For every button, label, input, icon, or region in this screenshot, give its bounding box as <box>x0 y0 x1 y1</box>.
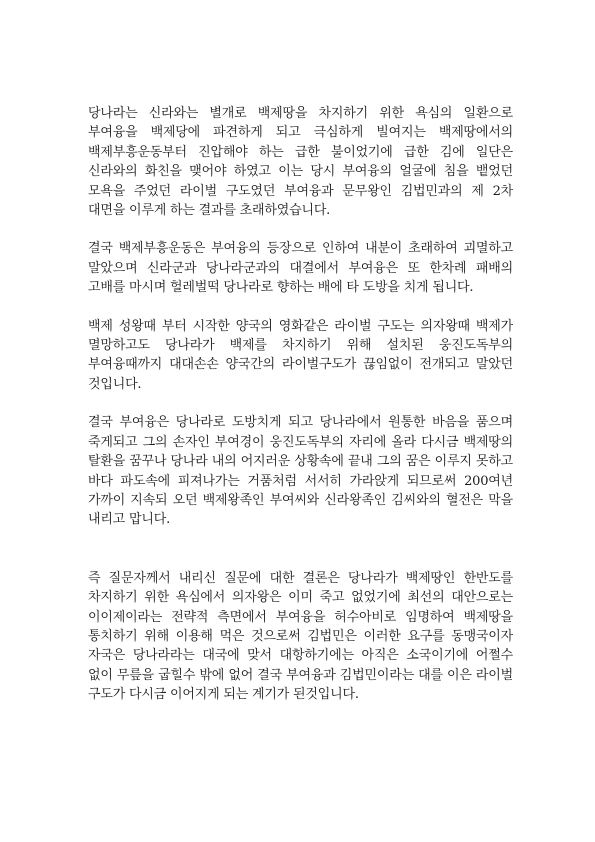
paragraph: 결국 백제부흥운동은 부여융의 등장으로 인하여 내분이 초래하여 괴멸하고 말았으며 신라군과 당나라군과의 대결에서 부여융은 또 한차례 패배의 고배를 마시며 헐레벌떡 당나라로 향하는 배에 타 도방을 치게 됩니다. <box>88 241 513 296</box>
document-body <box>88 104 513 705</box>
paragraph: 즉 질문자께서 내리신 질문에 대한 결론은 당나라가 백제땅인 한반도를 차지하기 위한 욕심에서 의자왕은 이미 죽고 없었기에 최선의 대안으로는 이이제이라는 전략적 측면에서 부여융을 허수아비로 임명하여 백제땅을 통치하기 위해 이용해 먹은 것으로써 김법민은 이러한 요구를 동맹국이자 자국은 당나라라는 대국에 맞서 대항하기에는 아직은 소국이기에 어쩔수 없이 무릎을 굽힐수 밖에 없어 결국 부여융과 김법민이라는 대를 이은 라이벌 구도가 다시금 이어지게 되는 계기가 된것입니다. <box>88 570 513 703</box>
paragraph: 당나라는 신라와는 별개로 백제땅을 차지하기 위한 욕심의 일환으로 부여융을 백제당에 파견하게 되고 극심하게 빌여지는 백제땅에서의 백제부흥운동부터 진압해야 하는 급한 불이었기에 급한 김에 일단은 신라와의 화친을 맺어야 하였고 이는 당시 부여융의 얼굴에 침을 뱉었던 모욕을 주었던 라이벌 구도였던 부여융과 문무왕인 김법민과의 제 2차 대면을 이루게 하는 결과를 초래하였습니다. <box>88 106 513 219</box>
paragraph: 결국 부여융은 당나라로 도방치게 되고 당나라에서 원통한 바음을 품으며 죽게되고 그의 손자인 부여경이 웅진도독부의 자리에 올라 다시금 백제땅의 탈환을 꿈꾸나 당나라 내의 어지러운 상황속에 끝내 그의 꿈은 이루지 못하고 바다 파도속에 피져나가는 거품처럼 서서히 가라앉게 되므로써 200여년 가까이 지속되 오던 백제왕족인 부여씨와 신라왕족인 김씨와의 혈전은 막을 내리고 맙니다. <box>88 415 513 528</box>
paragraph: 백제 성왕때 부터 시작한 양국의 영화같은 라이벌 구도는 의자왕때 백제가 멸망하고도 당나라가 백제를 차지하기 위해 설치된 웅진도독부의 부여융때까지 대대손손 양국간의 라이벌구도가 끊임없이 전개되고 말았던 것입니다. <box>88 318 513 392</box>
